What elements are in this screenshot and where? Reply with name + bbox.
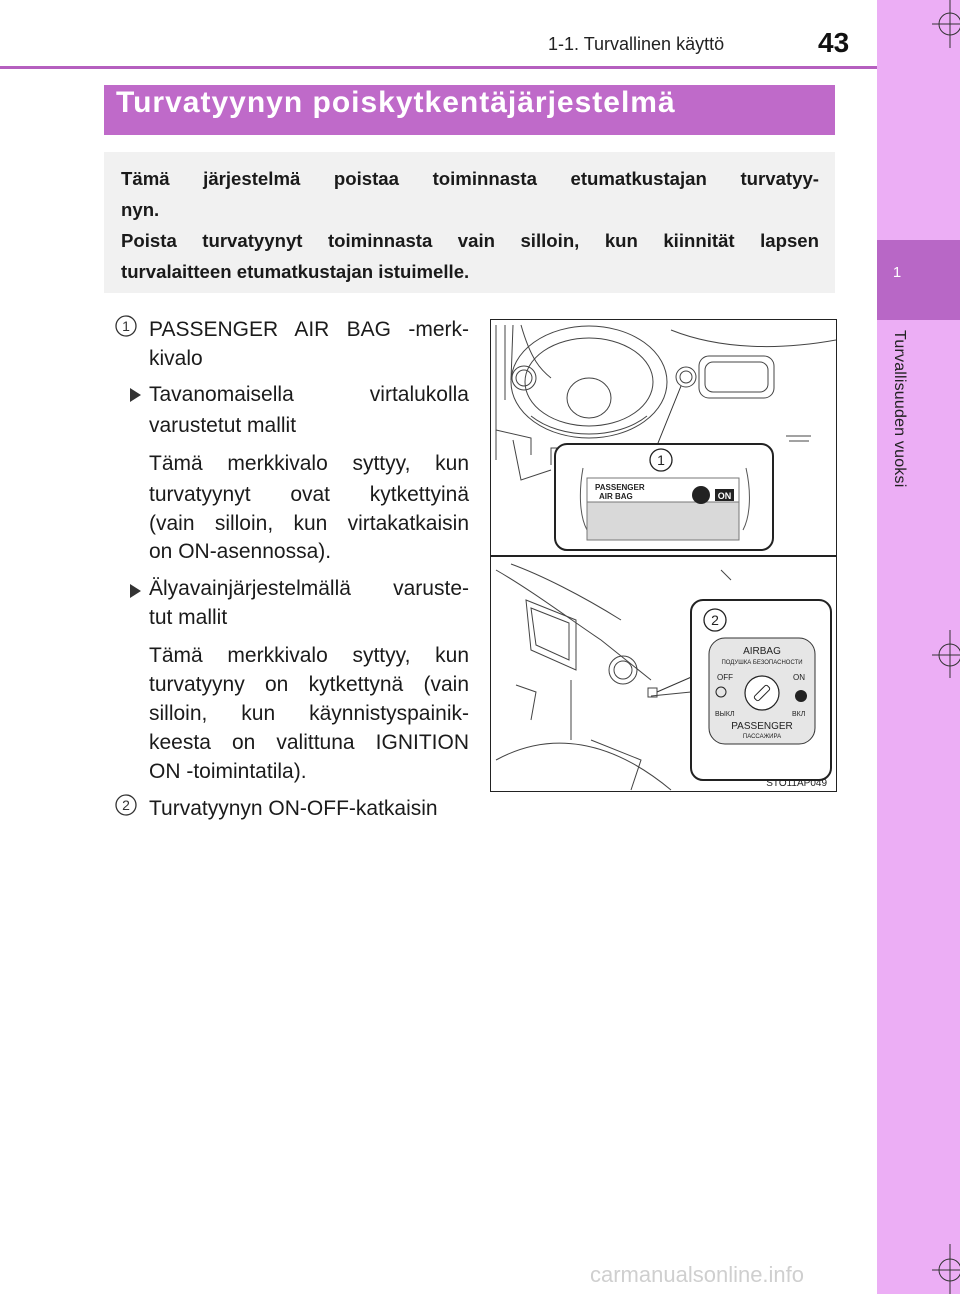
crop-mark-bottom-right — [932, 1244, 960, 1294]
figure-code: STO11AP049 — [766, 778, 827, 789]
section-title: Turvatyynyn poiskytkentäjärjestelmä — [116, 86, 676, 119]
header-section-title: 1-1. Turvallinen käyttö — [548, 34, 725, 54]
subsection-heading: varustetut mallit — [149, 414, 297, 437]
header-rule — [0, 66, 877, 69]
switch-off-ru-label: ВЫКЛ — [715, 711, 735, 718]
dashboard-drawing — [491, 320, 836, 791]
watermark: carmanualsonline.info — [590, 1262, 805, 1287]
subsection-heading: Tavanomaisella virtalukolla — [149, 383, 469, 406]
switch-passenger-ru-label: ПАССАЖИРА — [742, 734, 782, 740]
figure-callout-2-label: 2 — [711, 612, 719, 628]
subsection-heading: tut mallit — [149, 606, 228, 629]
indicator-text-passenger: PASSENGER — [595, 483, 645, 492]
subsection-body-line: Tämä merkkivalo syttyy, kun — [149, 644, 469, 667]
subsection-body-line: keesta on valittuna IGNITION — [149, 731, 469, 754]
subsection-body-line: turvatyynyt ovat kytkettyinä — [149, 483, 469, 506]
subsection-heading: Älyavainjärjestelmällä varuste- — [149, 577, 469, 600]
chapter-number: 1 — [892, 264, 902, 281]
switch-airbag-ru-label: ПОДУШКА БЕЗОПАСНОСТИ — [721, 660, 803, 666]
bullet-triangle-icon — [130, 584, 141, 598]
number-2-label: 2 — [122, 797, 130, 813]
indicator-text-airbag: AIR BAG — [599, 492, 633, 501]
intro-line: nyn. — [121, 199, 160, 220]
switch-off-label: OFF — [717, 673, 733, 682]
subsection-body-line: (vain silloin, kun virtakatkaisin — [149, 512, 469, 535]
number-1-icon — [115, 315, 137, 337]
indicator-on-label: ON — [717, 491, 732, 501]
intro-line: turvalaitteen etumatkustajan istuimelle. — [121, 261, 470, 282]
subsection-body-line: Tämä merkkivalo syttyy, kun — [149, 452, 469, 475]
page-number: 43 — [818, 27, 850, 58]
number-2-icon — [115, 794, 137, 816]
bullet-triangle-icon — [130, 388, 141, 402]
switch-on-ru-label: ВКЛ — [792, 711, 806, 718]
number-1-label: 1 — [122, 318, 130, 334]
subsection-body-line: ON -toimintatila). — [149, 760, 307, 783]
switch-on-label: ON — [793, 673, 805, 682]
subsection-body-line: turvatyyny on kytkettynä (vain — [149, 673, 469, 696]
subsection-body-line: on ON-asennossa). — [149, 540, 332, 563]
item-1-line: kivalo — [149, 347, 203, 370]
crop-mark-mid-right — [932, 630, 960, 680]
subsection-body-line: silloin, kun käynnistyspainik- — [149, 702, 469, 725]
intro-line: Tämä järjestelmä poistaa toiminnasta etumatkustajan turvatyy- — [121, 168, 819, 189]
figure-callout-1-label: 1 — [657, 452, 665, 468]
item-1-line: PASSENGER AIR BAG -merk- — [149, 318, 469, 341]
crop-mark-top-right — [932, 0, 960, 50]
switch-passenger-label: PASSENGER — [731, 721, 793, 732]
item-2-line: Turvatyynyn ON-OFF-katkaisin — [149, 797, 438, 820]
chapter-title: Turvallisuuden vuoksi — [891, 330, 908, 488]
figure-dashboard-illustration — [490, 319, 837, 792]
intro-line: Poista turvatyynyt toiminnasta vain silloin, kun kiinnität lapsen — [121, 230, 819, 251]
switch-airbag-label: AIRBAG — [743, 646, 781, 657]
